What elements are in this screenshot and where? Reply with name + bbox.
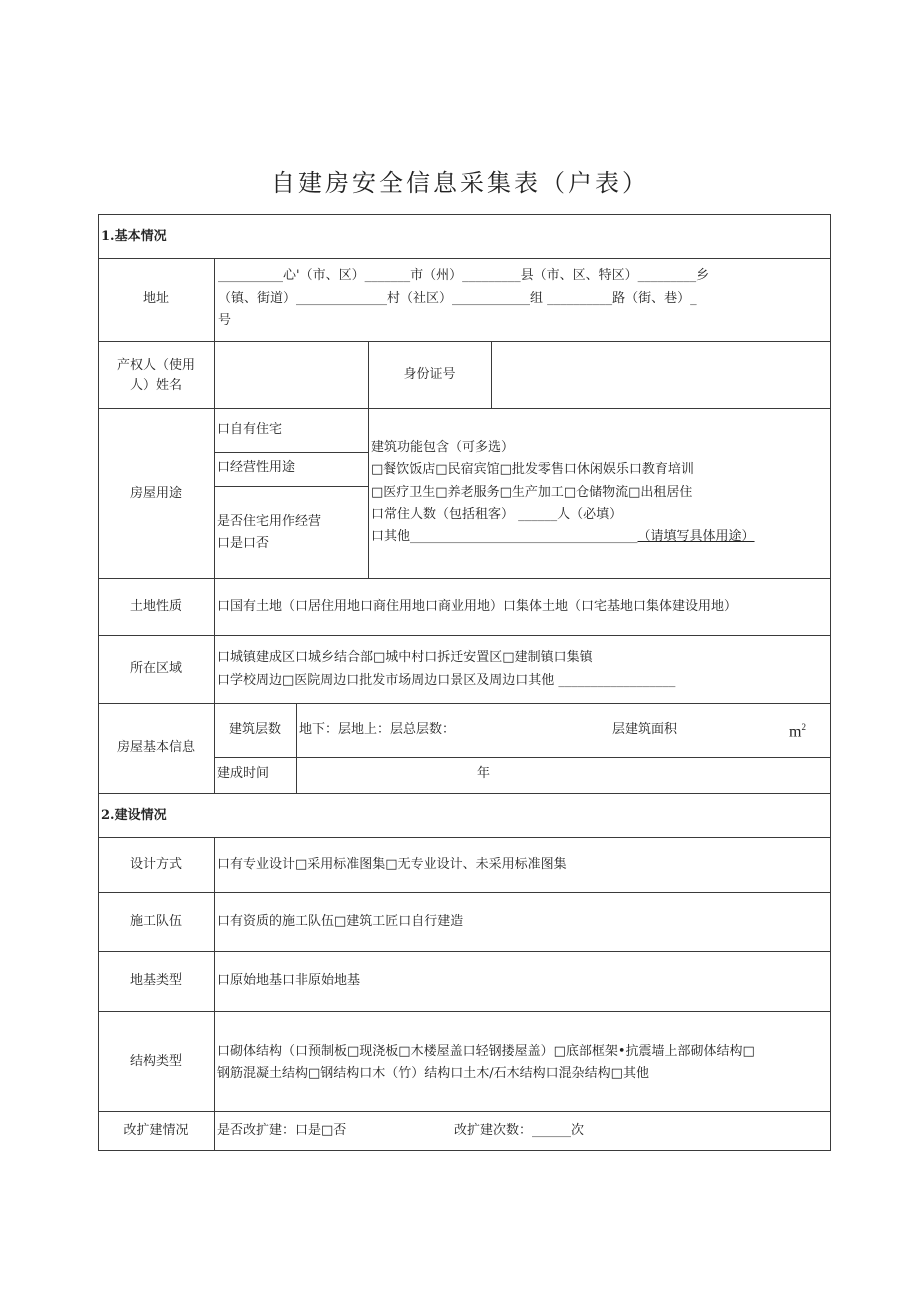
table-border-top (98, 214, 831, 215)
team-options[interactable]: 口有资质的施工队伍□建筑工匠口自行建造 (217, 914, 464, 929)
owner-label-line-2: 人）姓名 (129, 378, 182, 393)
expansion-options[interactable]: 是否改扩建：口是□否 (217, 1123, 347, 1138)
structure-options-line-2[interactable]: 钢筋混凝土结构□钢结构口木（竹）结构口土木/石木结构口混杂结构□其他 (217, 1066, 649, 1081)
area-label: 层建筑面积 (612, 722, 678, 737)
table-border-bottom (98, 1150, 831, 1151)
function-options-line-2[interactable]: □医疗卫生□养老服务□生产加工□仓储物流□出租居住 (371, 485, 693, 500)
row-divider (98, 635, 831, 636)
row-divider (98, 258, 831, 259)
cell-divider (214, 486, 368, 487)
floors-label: 建筑层数 (228, 722, 281, 737)
table-border-left (98, 214, 99, 1151)
foundation-options[interactable]: 口原始地基口非原始地基 (217, 973, 361, 988)
design-label: 设计方式 (129, 857, 182, 872)
usage-own-residence-checkbox[interactable]: 口自有住宅 (217, 422, 283, 437)
row-divider (98, 703, 831, 704)
region-options-line-2[interactable]: 口学校周边□医院周边口批发市场周边口景区及周边口其他 __________________ (217, 673, 676, 688)
row-divider (98, 951, 831, 952)
expansion-label: 改扩建情况 (123, 1123, 189, 1138)
owner-name-field[interactable] (215, 342, 367, 407)
row-divider (98, 892, 831, 893)
address-line-2[interactable]: （镇、街道）______________村（社区）____________组 __________路（街、巷）_ (218, 291, 697, 306)
basic-info-label: 房屋基本信息 (116, 740, 195, 755)
function-other-row (371, 527, 755, 547)
row-divider (98, 1011, 831, 1012)
usage-business-checkbox[interactable]: 口经营性用途 (217, 460, 296, 475)
foundation-label: 地基类型 (129, 973, 182, 988)
row-divider (98, 408, 831, 409)
info-form-table (98, 214, 831, 1151)
structure-options-line-1[interactable]: 口砌体结构（口预制板□现浇板□木楼屋盖口轻钢搂屋盖）□底部框架•抗震墙上部砌体结构□ (217, 1044, 755, 1059)
cell-column-divider (296, 703, 297, 793)
resident-count-field[interactable]: 口常住人数（包括租客） ______人（必填） (371, 507, 623, 522)
address-label: 地址 (142, 291, 169, 306)
built-year-label: 建成时间 (217, 766, 270, 781)
built-year-field[interactable]: 年 (477, 766, 491, 781)
row-divider (98, 837, 831, 838)
row-divider (98, 793, 831, 794)
region-label: 所在区域 (129, 661, 182, 676)
row-divider (98, 578, 831, 579)
land-options[interactable]: 口国有土地（口居住用地口商住用地口商业用地）口集体土地（口宅基地口集体建设用地） (217, 599, 738, 614)
expansion-count-field[interactable]: 改扩建次数：______次 (454, 1123, 585, 1138)
floors-field[interactable]: 地下：层地上：层总层数： (299, 722, 456, 737)
label-column-divider (214, 837, 215, 1151)
mixed-use-options[interactable]: 口是口否 (217, 536, 270, 551)
owner-label-line-1: 产权人（使用 (116, 358, 195, 373)
id-number-field[interactable] (492, 342, 830, 407)
function-other-field[interactable]: 口其他___________________________________ (371, 529, 638, 544)
mixed-use-question: 是否住宅用作经营 (217, 514, 322, 529)
design-options[interactable]: 口有专业设计□采用标准图集□无专业设计、未采用标准图集 (217, 857, 567, 872)
cell-divider (214, 452, 368, 453)
function-title: 建筑功能包含（可多选） (371, 440, 515, 455)
function-other-note: （请填写具体用途） (637, 529, 755, 544)
land-label: 土地性质 (129, 599, 182, 614)
table-border-right (830, 214, 831, 1151)
form-title: 自建房安全信息采集表（户表） (271, 169, 649, 197)
area-unit: $m^2$ (789, 722, 806, 741)
id-number-label: 身份证号 (403, 367, 456, 382)
cell-divider (214, 757, 831, 758)
section-heading-basic: 1.基本情况 (101, 229, 167, 244)
address-line-1[interactable]: __________心'（市、区）_______市（州）_________县（市、区、特区）_________乡 (218, 268, 710, 283)
team-label: 施工队伍 (129, 914, 182, 929)
row-divider (98, 1111, 831, 1112)
section-heading-construction: 2.建设情况 (101, 808, 167, 823)
label-column-divider (214, 258, 215, 793)
usage-label: 房屋用途 (129, 486, 182, 501)
region-options-line-1[interactable]: 口城镇建成区口城乡结合部□城中村口拆迁安置区□建制镇口集镇 (217, 650, 593, 665)
function-options-line-1[interactable]: □餐饮饭店□民宿宾馆□批发零售口休闲娱乐口教育培训 (371, 462, 694, 477)
structure-label: 结构类型 (129, 1054, 182, 1069)
address-line-3: 号 (218, 313, 232, 328)
